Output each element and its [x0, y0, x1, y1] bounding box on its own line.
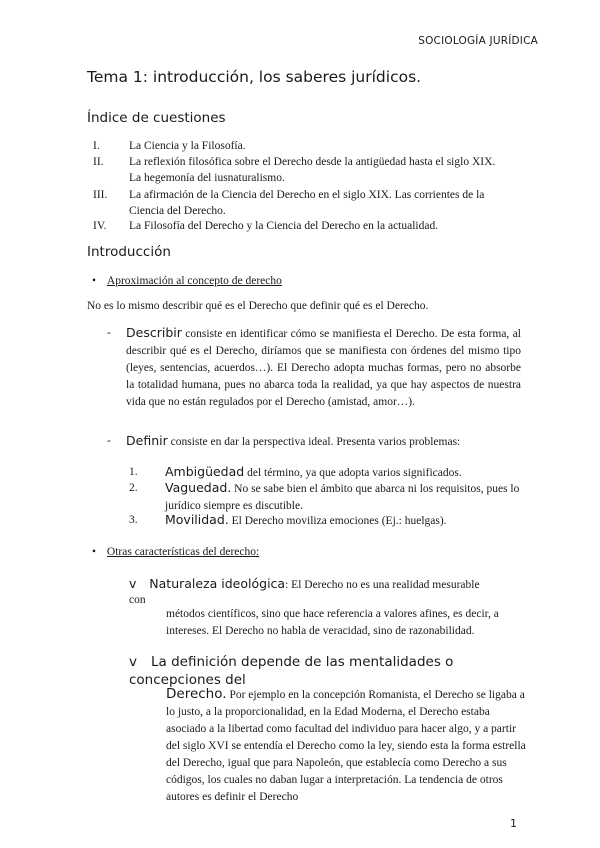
- index-item-number: I.: [93, 140, 100, 152]
- characteristic-heading: La definición depende de las mentalidades o concepciones del: [129, 654, 454, 688]
- bullet-dot-icon: •: [92, 546, 97, 558]
- characteristic-text: : El Derecho no es una realidad mesurable: [285, 579, 480, 591]
- dash-marker: -: [107, 327, 111, 339]
- v-marker-icon: v: [129, 576, 137, 591]
- characteristic-text: Por ejemplo en la concepción Romanista, el Derecho se ligaba a lo justo, a la proporcionalidad, en la Edad Moderna, el Derecho estaba asociado a la libertad como facultad del individuo para hacer algo, y a partir del siglo XVI se entendía el Derecho como la ley, siendo esta la forma estrella del Derecho, igual que para Napoleón, que establecía como Derecho a sus códigos, los cuales no daban lugar a interpretación. La tendencia de otros autores es definir el Derecho: [166, 689, 526, 803]
- index-item-number: III.: [93, 189, 108, 201]
- bullet-concept-label: Aproximación al concepto de derecho: [106, 275, 282, 287]
- problem-term: Movilidad.: [165, 512, 229, 527]
- characteristic-mentalidades-heading: [129, 653, 509, 689]
- index-heading: Índice de cuestiones: [87, 110, 226, 126]
- problem-item: [165, 511, 525, 530]
- problem-number: 3.: [129, 514, 138, 526]
- problem-text: del término, ya que adopta varios significados.: [247, 467, 462, 479]
- running-header: SOCIOLOGÍA JURÍDICA: [418, 35, 538, 47]
- problem-text: El Derecho moviliza emociones (Ej.: huelgas).: [231, 515, 447, 527]
- definir-paragraph: [126, 432, 526, 451]
- definir-text: consiste en dar la perspectiva ideal. Presenta varios problemas:: [170, 436, 461, 448]
- page-number: 1: [510, 817, 517, 830]
- characteristic-continuation: métodos científicos, sino que hace referencia a valores afines, es decir, a intereses. El Derecho no habla de veracidad, sino de razonabilidad.: [166, 608, 499, 637]
- page-title: Tema 1: introducción, los saberes jurídicos.: [87, 68, 422, 86]
- bullet-concept: [92, 275, 282, 287]
- definir-term: Definir: [126, 433, 168, 448]
- problem-number: 1.: [129, 466, 138, 478]
- v-marker-icon: v: [129, 654, 137, 670]
- characteristic-mentalidades-body: [166, 686, 526, 806]
- problem-text: No se sabe bien el ámbito que abarca ni los requisitos, pues lo jurídico siempre es discutible.: [165, 483, 520, 512]
- index-item-number: II.: [93, 156, 104, 168]
- bullet-characteristics-label: Otras características del derecho:: [106, 546, 260, 558]
- characteristic-term: Derecho.: [166, 686, 227, 702]
- index-item-text: La Filosofía del Derecho y la Ciencia del Derecho en la actualidad.: [129, 220, 439, 232]
- describir-term: Describir: [126, 325, 182, 340]
- intro-heading: Introducción: [87, 244, 171, 260]
- index-item-text: La Ciencia y la Filosofía.: [129, 140, 246, 152]
- characteristic-term: Naturaleza ideológica: [149, 576, 286, 591]
- lead-sentence: No es lo mismo describir qué es el Derecho que definir qué es el Derecho.: [87, 300, 429, 312]
- index-item-number: IV.: [93, 220, 107, 232]
- bullet-dot-icon: •: [92, 275, 97, 287]
- characteristic-text-wrap: con: [129, 594, 146, 606]
- describir-paragraph: [126, 324, 521, 411]
- dash-marker: -: [107, 435, 111, 447]
- problem-number: 2.: [129, 482, 138, 494]
- bullet-characteristics: [92, 546, 259, 558]
- problem-term: Vaguedad.: [165, 480, 232, 495]
- describir-text: consiste en identificar cómo se manifiesta el Derecho. De esta forma, al describir qué es el Derecho, diríamos que se manifiesta con órdenes del mismo tipo (leyes, sentencias, acuerdos…). El Derecho adopta muchas formas, pero no absorbe la totalidad humana, pues no abarca toda la realidad, ya que hay aspectos de nuestra vida que no están regulados por el Derecho (amistad, amor…).: [126, 328, 522, 408]
- index-item-text: La afirmación de la Ciencia del Derecho en el siglo XIX. Las corrientes de la Ciencia del Derecho.: [129, 189, 485, 217]
- problem-item: [165, 479, 525, 515]
- characteristic-ideologica: [129, 575, 529, 594]
- index-item-text: La reflexión filosófica sobre el Derecho desde la antigüedad hasta el siglo XIX. La hegemonía del iusnaturalismo.: [129, 156, 496, 184]
- problem-term: Ambigüedad: [165, 464, 245, 479]
